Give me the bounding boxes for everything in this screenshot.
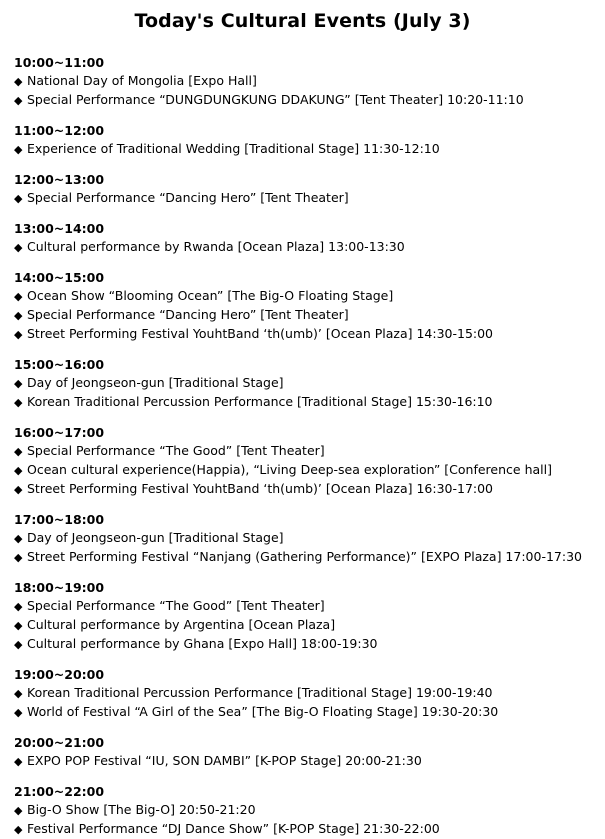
- diamond-bullet-icon: ◆: [14, 687, 23, 700]
- event-description: Cultural performance by Rwanda [Ocean Plaza] 13:00-13:30: [27, 239, 405, 254]
- event-item: [14, 72, 605, 91]
- event-item: [14, 374, 605, 393]
- time-slot: [14, 122, 605, 159]
- diamond-bullet-icon: ◆: [14, 143, 23, 156]
- event-item: [14, 189, 605, 208]
- diamond-bullet-icon: ◆: [14, 94, 23, 107]
- events-page: [0, 10, 605, 836]
- diamond-bullet-icon: ◆: [14, 445, 23, 458]
- time-slot: [14, 666, 605, 722]
- diamond-bullet-icon: ◆: [14, 464, 23, 477]
- time-slot: [14, 269, 605, 344]
- diamond-bullet-icon: ◆: [14, 290, 23, 303]
- diamond-bullet-icon: ◆: [14, 823, 23, 836]
- event-description: Special Performance “DUNGDUNGKUNG DDAKUNG” [Tent Theater] 10:20-11:10: [27, 92, 524, 107]
- event-description: National Day of Mongolia [Expo Hall]: [27, 73, 257, 88]
- time-slot-heading: 11:00~12:00: [14, 123, 105, 138]
- event-item: [14, 306, 605, 325]
- event-description: Street Performing Festival YouhtBand ‘th(umb)’ [Ocean Plaza] 16:30-17:00: [27, 481, 494, 496]
- event-description: Special Performance “The Good” [Tent Theater]: [27, 598, 325, 613]
- event-item: [14, 597, 605, 616]
- diamond-bullet-icon: ◆: [14, 551, 23, 564]
- diamond-bullet-icon: ◆: [14, 377, 23, 390]
- event-description: World of Festival “A Girl of the Sea” [The Big-O Floating Stage] 19:30-20:30: [27, 704, 499, 719]
- event-description: Korean Traditional Percussion Performance [Traditional Stage] 15:30-16:10: [27, 394, 493, 409]
- diamond-bullet-icon: ◆: [14, 619, 23, 632]
- event-item: [14, 820, 605, 839]
- time-slot-heading: 21:00~22:00: [14, 784, 105, 799]
- diamond-bullet-icon: ◆: [14, 483, 23, 496]
- event-description: Festival Performance “DJ Dance Show” [K-POP Stage] 21:30-22:00: [27, 821, 440, 836]
- event-description: Day of Jeongseon-gun [Traditional Stage]: [27, 530, 284, 545]
- time-slot-heading: 17:00~18:00: [14, 512, 105, 527]
- event-description: Special Performance “Dancing Hero” [Tent Theater]: [27, 190, 349, 205]
- time-slot: [14, 511, 605, 567]
- event-description: Special Performance “Dancing Hero” [Tent Theater]: [27, 307, 349, 322]
- time-slot-heading: 19:00~20:00: [14, 667, 105, 682]
- time-slot: [14, 424, 605, 499]
- time-slot-heading: 10:00~11:00: [14, 55, 105, 70]
- time-slot: [14, 171, 605, 208]
- schedule-list: [0, 54, 605, 839]
- event-item: [14, 616, 605, 635]
- event-item: [14, 393, 605, 412]
- diamond-bullet-icon: ◆: [14, 600, 23, 613]
- diamond-bullet-icon: ◆: [14, 241, 23, 254]
- event-item: [14, 801, 605, 820]
- event-description: Ocean Show “Blooming Ocean” [The Big-O Floating Stage]: [27, 288, 394, 303]
- time-slot-heading: 15:00~16:00: [14, 357, 105, 372]
- diamond-bullet-icon: ◆: [14, 192, 23, 205]
- event-item: [14, 548, 605, 567]
- event-item: [14, 684, 605, 703]
- event-item: [14, 238, 605, 257]
- diamond-bullet-icon: ◆: [14, 328, 23, 341]
- event-description: Day of Jeongseon-gun [Traditional Stage]: [27, 375, 284, 390]
- time-slot-heading: 20:00~21:00: [14, 735, 105, 750]
- event-description: Cultural performance by Ghana [Expo Hall] 18:00-19:30: [27, 636, 378, 651]
- diamond-bullet-icon: ◆: [14, 309, 23, 322]
- event-description: Experience of Traditional Wedding [Traditional Stage] 11:30-12:10: [27, 141, 440, 156]
- event-item: [14, 91, 605, 110]
- event-item: [14, 287, 605, 306]
- time-slot-heading: 12:00~13:00: [14, 172, 105, 187]
- event-description: EXPO POP Festival “IU, SON DAMBI” [K-POP Stage] 20:00-21:30: [27, 753, 422, 768]
- event-description: Street Performing Festival “Nanjang (Gathering Performance)” [EXPO Plaza] 17:00-17:30: [27, 549, 582, 564]
- page-title: Today's Cultural Events (July 3): [134, 10, 471, 32]
- time-slot: [14, 783, 605, 839]
- diamond-bullet-icon: ◆: [14, 532, 23, 545]
- time-slot-heading: 18:00~19:00: [14, 580, 105, 595]
- diamond-bullet-icon: ◆: [14, 755, 23, 768]
- event-item: [14, 635, 605, 654]
- time-slot: [14, 734, 605, 771]
- event-item: [14, 703, 605, 722]
- event-description: Cultural performance by Argentina [Ocean Plaza]: [27, 617, 336, 632]
- time-slot-heading: 13:00~14:00: [14, 221, 105, 236]
- time-slot-heading: 14:00~15:00: [14, 270, 105, 285]
- event-description: Special Performance “The Good” [Tent Theater]: [27, 443, 325, 458]
- event-description: Ocean cultural experience(Happia), “Living Deep-sea exploration” [Conference hall]: [27, 462, 552, 477]
- event-item: [14, 140, 605, 159]
- event-description: Big-O Show [The Big-O] 20:50-21:20: [27, 802, 256, 817]
- event-item: [14, 442, 605, 461]
- event-item: [14, 529, 605, 548]
- time-slot: [14, 356, 605, 412]
- time-slot-heading: 16:00~17:00: [14, 425, 105, 440]
- diamond-bullet-icon: ◆: [14, 75, 23, 88]
- event-description: Korean Traditional Percussion Performance [Traditional Stage] 19:00-19:40: [27, 685, 493, 700]
- event-item: [14, 461, 605, 480]
- event-description: Street Performing Festival YouhtBand ‘th(umb)’ [Ocean Plaza] 14:30-15:00: [27, 326, 494, 341]
- time-slot: [14, 579, 605, 654]
- diamond-bullet-icon: ◆: [14, 706, 23, 719]
- diamond-bullet-icon: ◆: [14, 396, 23, 409]
- event-item: [14, 325, 605, 344]
- diamond-bullet-icon: ◆: [14, 804, 23, 817]
- diamond-bullet-icon: ◆: [14, 638, 23, 651]
- time-slot: [14, 220, 605, 257]
- time-slot: [14, 54, 605, 110]
- event-item: [14, 480, 605, 499]
- event-item: [14, 752, 605, 771]
